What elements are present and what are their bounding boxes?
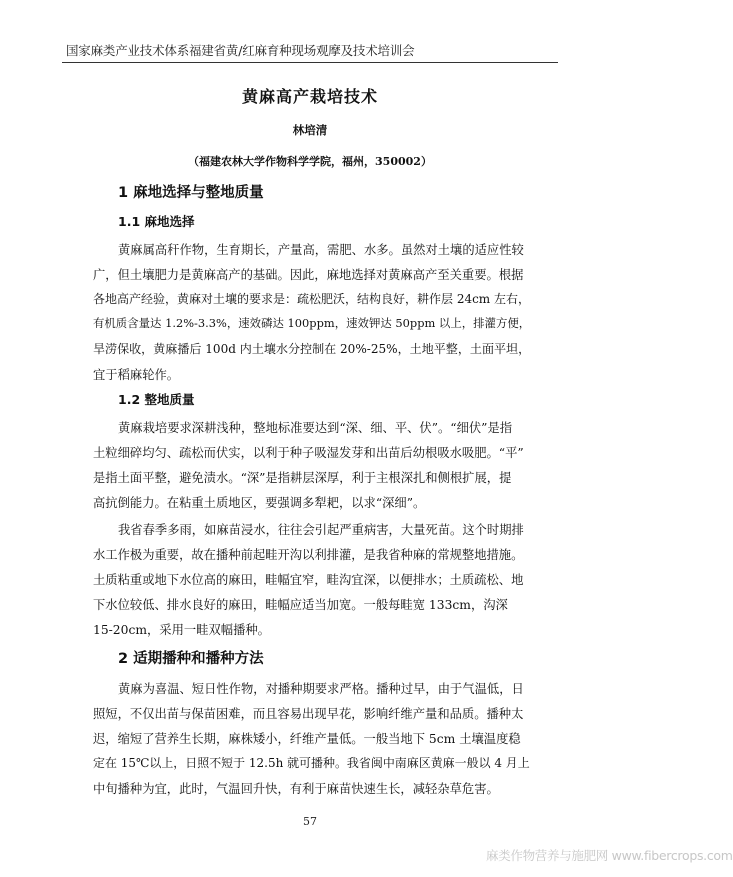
header-rule [62,62,558,63]
paragraph-line: 黄麻属高秆作物，生育期长，产量高，需肥、水多。虽然对土壤的适应性较 [118,243,524,257]
paragraph-line: 黄麻为喜温、短日性作物，对播种期要求严格。播种过早，由于气温低，日 [118,682,524,696]
paragraph-line: 各地高产经验，黄麻对土壤的要求是：疏松肥沃，结构良好，耕作层 24cm 左右， [93,292,531,306]
subsection-heading: 1.1 麻地选择 [118,214,195,229]
paragraph-line: 中旬播种为宜，此时，气温回升快，有利于麻苗快速生长，减轻杂草危害。 [93,782,499,796]
paragraph-line: 广，但土壤肥力是黄麻高产的基础。因此，麻地选择对黄麻高产至关重要。根据 [93,268,524,282]
paragraph-line: 照短，不仅出苗与保苗困难，而且容易出现早花，影响纤维产量和品质。播种太 [93,707,524,721]
paragraph-line: 土质粘重或地下水位高的麻田，畦幅宜窄，畦沟宜深，以便排水；土质疏松、地 [93,573,524,587]
paragraph-line: 有机质含量达 1.2%-3.3%，速效磷达 100ppm，速效钾达 50ppm 以上，排灌方便， [93,316,531,330]
paragraph-line: 宜于稻麻轮作。 [93,368,180,382]
paragraph-line: 高抗倒能力。在粘重土质地区，要强调多犁耙，以求“深细”。 [93,496,426,510]
section-heading: 1 麻地选择与整地质量 [118,185,264,201]
article-title: 黄麻高产栽培技术 [241,87,378,106]
paragraph-line: 旱涝保收，黄麻播后 100d 内土壤水分控制在 20%-25%，土地平整，土面平坦， [93,342,531,356]
paragraph-line: 是指土面平整，避免渍水。“深”是指耕层深厚，利于主根深扎和侧根扩展，提 [93,471,512,485]
paragraph-line: 下水位较低、排水良好的麻田，畦幅应适当加宽。一般每畦宽 133cm，沟深 [93,598,508,612]
paragraph-line: 水工作极为重要，故在播种前起畦开沟以利排灌，是我省种麻的常规整地措施。 [93,548,524,562]
author-name: 林培清 [292,123,328,137]
paragraph-line: 15-20cm，采用一畦双幅播种。 [93,623,270,637]
site-watermark: 麻类作物营养与施肥网 www.fibercrops.com [486,848,733,863]
paragraph-line: 黄麻栽培要求深耕浅种，整地标准要达到“深、细、平、伏”。“细伏”是指 [118,421,513,435]
subsection-heading: 1.2 整地质量 [118,392,195,407]
section-heading: 2 适期播种和播种方法 [118,651,264,667]
paragraph-line: 定在 15℃以上，日照不短于 12.5h 就可播种。我省闽中南麻区黄麻一般以 4 月上 [93,756,530,770]
paragraph-line: 我省春季多雨，如麻苗浸水，往往会引起严重病害，大量死苗。这个时期排 [118,523,524,537]
author-affiliation: （福建农林大学作物科学学院，福州，350002） [188,155,432,168]
running-header: 国家麻类产业技术体系福建省黄/红麻育种现场观摩及技术培训会 [66,43,415,58]
page-number: 57 [303,815,317,828]
paragraph-line: 迟，缩短了营养生长期，麻株矮小，纤维产量低。一般当地下 5cm 土壤温度稳 [93,732,521,746]
paragraph-line: 土粒细碎均匀、疏松而伏实，以利于种子吸湿发芽和出苗后幼根吸水吸肥。“平” [93,446,524,460]
